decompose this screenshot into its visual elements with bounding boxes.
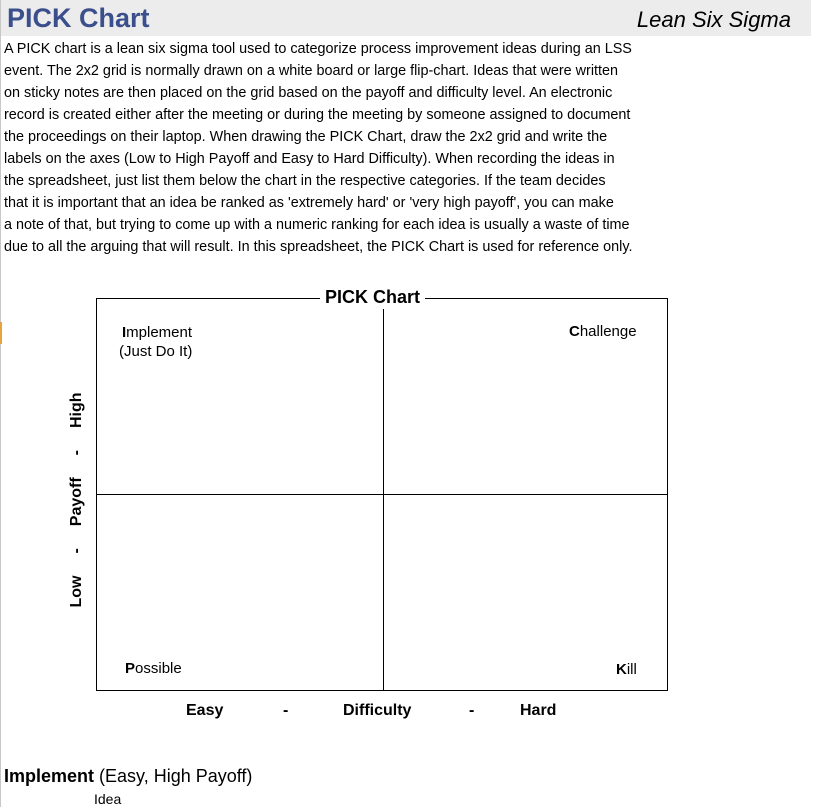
quadrant-implement-initial: I: [122, 324, 127, 341]
quadrant-possible-initial: P: [125, 660, 136, 677]
implement-section-title: [4, 765, 252, 787]
grid-horizontal-divider: [96, 494, 668, 495]
x-axis-dash: -: [469, 702, 475, 719]
quadrant-challenge-rest: hallenge: [579, 323, 637, 340]
quadrant-kill-rest: ill: [626, 661, 637, 678]
page-title: PICK Chart: [7, 3, 150, 33]
description-line: the spreadsheet, just list them below the chart in the respective categories. If the team decides: [4, 173, 606, 189]
description-line: A PICK chart is a lean six sigma tool used to categorize process improvement ideas during an LSS: [4, 41, 632, 57]
chart-title: PICK Chart: [320, 285, 425, 309]
y-axis-low: Low: [68, 575, 85, 608]
y-axis-payoff: Payoff: [68, 477, 85, 527]
x-axis-difficulty: Difficulty: [343, 702, 412, 719]
quadrant-challenge-label: [569, 322, 637, 341]
y-axis-label: [67, 392, 87, 607]
quadrant-possible-rest: ossible: [135, 660, 182, 677]
idea-column-header[interactable]: Idea: [94, 791, 122, 807]
implement-section-criteria: (Easy, High Payoff): [94, 766, 253, 786]
quadrant-possible-label: [125, 659, 182, 678]
y-axis-dash: -: [68, 548, 85, 554]
description-line: the proceedings on their laptop. When drawing the PICK Chart, draw the 2x2 grid and write the: [4, 129, 608, 145]
quadrant-kill-label: [616, 660, 637, 679]
quadrant-implement-rest: mplement: [126, 324, 193, 341]
description-line: event. The 2x2 grid is normally drawn on a white board or large flip-chart. Ideas that were written: [4, 63, 619, 79]
quadrant-implement-subtitle: (Just Do It): [119, 343, 193, 360]
description-line: that it is important that an idea be ranked as 'extremely hard' or 'very high payoff', you can make: [4, 195, 614, 211]
implement-section-name: Implement: [4, 766, 95, 786]
quadrant-implement-label: [122, 323, 192, 342]
y-axis-dash: -: [68, 449, 85, 456]
description-line: due to all the arguing that will result. In this spreadsheet, the PICK Chart is used for reference only.: [4, 239, 633, 255]
grid-vertical-divider: [383, 308, 384, 691]
description-line: labels on the axes (Low to High Payoff and Easy to Hard Difficulty). When recording the ideas in: [4, 151, 615, 167]
row-marker: [0, 322, 2, 344]
quadrant-kill-initial: K: [616, 661, 627, 678]
description-line: record is created either after the meeting or during the meeting by someone assigned to document: [4, 107, 631, 123]
description-line: a note of that, but trying to come up with a numeric ranking for each idea is usually a waste of time: [4, 217, 630, 233]
y-axis-high: High: [68, 392, 85, 428]
x-axis-hard: Hard: [520, 702, 557, 719]
brand-label: Lean Six Sigma: [636, 7, 791, 32]
header-bar: [1, 0, 811, 36]
sheet-left-border: [0, 0, 1, 807]
quadrant-challenge-initial: C: [569, 323, 580, 340]
description-line: on sticky notes are then placed on the grid based on the payoff and difficulty level. An electronic: [4, 85, 613, 101]
x-axis-dash: -: [283, 702, 289, 719]
description: [4, 38, 804, 258]
x-axis-easy: Easy: [186, 702, 224, 719]
